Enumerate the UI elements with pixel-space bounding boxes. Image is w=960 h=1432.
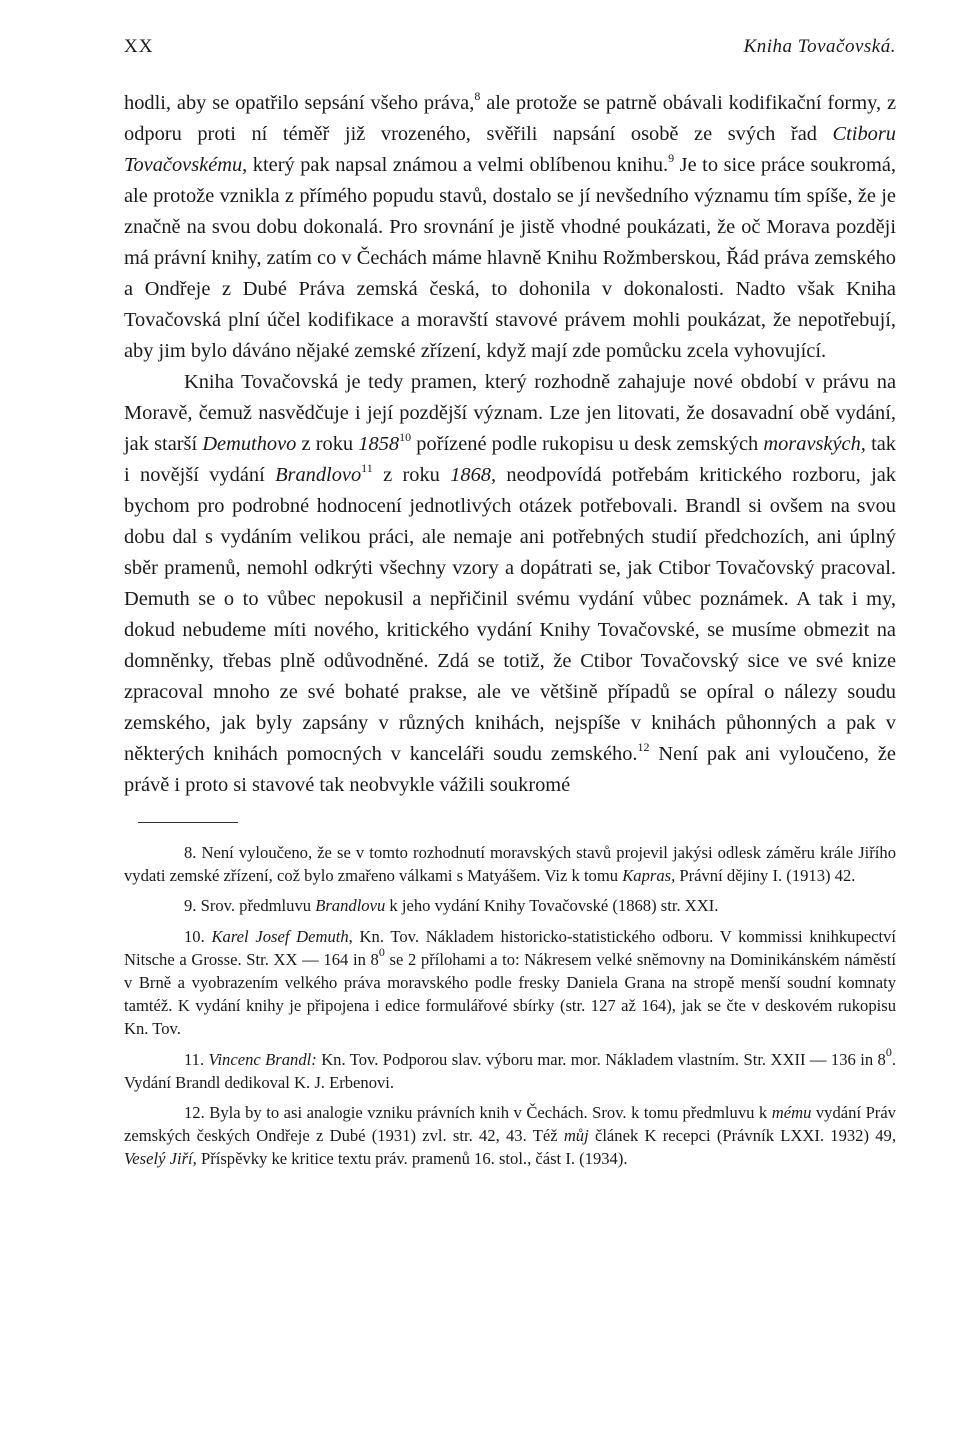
- superscript: 0: [885, 1044, 892, 1059]
- text-run: z roku: [372, 464, 451, 486]
- text-run: vydání Práv zemských českých Ondřeje z Dubé (1931) zvl. str. 42, 43. Též: [124, 1103, 896, 1146]
- footnote-divider: [138, 822, 238, 823]
- text-run: pořízené podle rukopisu u desk zemských: [411, 433, 764, 455]
- text-run: 11.: [184, 1049, 209, 1069]
- text-run: tak i novější vydání: [124, 433, 896, 486]
- footnotes: [124, 841, 896, 1171]
- italic-run: Brandlovu: [315, 896, 386, 916]
- text-run: k jeho vydání Knihy Tovačovské (1868) str. XXI.: [385, 896, 719, 916]
- italic-run: Karel Josef Demuth,: [211, 926, 353, 946]
- text-run: neodpovídá potřebám kritického rozboru, jak bychom pro podrobné hodnocení jednotlivých otázek potřebovali. Brandl si ovšem na svou dobu dal s vydáním velikou práci, ale nemaje ani potřebných studií předchozích, ani úplný sběr pramenů, nemohl odkrýti všechny vzory a dopátrati se, jak Ctibor Tovačovský pracoval. Demuth se o to vůbec nepokusil a nepřičinil svému vydání vůbec poznámek. A tak i my, dokud nebudeme míti nového, kritického vydání Knihy Tovačovské, se musíme obmezit na domněnky, třebas plně odůvodněné. Zdá se totiž, že Ctibor Tovačovský sice ve své knize zpracoval mnoho ze své bohaté prakse, ale ve většině případů se opíral o nálezy soudu zemského, jak byly zapsány v různých knihách, nejspíše v knihách půhonných a pak v některých knihách pomocných v kanceláři soudu zemského.: [124, 464, 896, 765]
- italic-run: Ctiboru Tovačovskému,: [124, 123, 896, 176]
- text-run: který pak napsal známou a velmi oblíbenou knihu.: [247, 154, 669, 176]
- text-run: článek K recepci (Právník LXXI. 1932) 49,: [588, 1126, 896, 1146]
- superscript: 0: [378, 944, 385, 959]
- footnote-8: [124, 841, 896, 887]
- footnote-ref-12: 12: [637, 740, 650, 754]
- italic-run: Demuthovo: [202, 433, 297, 455]
- italic-run: 1868,: [450, 464, 497, 486]
- paragraph-1: [124, 88, 896, 367]
- text-run: Je to sice práce soukromá, ale protože vznikla z přímého popudu stavů, dostalo se jí nevšedního významu tím spíše, že je značně na svou dobu dokonalá. Pro srovnání je jistě vhodné poukázati, že oč Morava později má právní knihy, zatím co v Čechách máme hlavně Knihu Rožmberskou, Řád práva zemského a Ondřeje z Dubé Práva zemská česká, to dohonila v dokonalosti. Nadto však Kniha Tovačovská plní účel kodifikace a moravští stavové právem mohli poukázat, že nepotřebují, aby jim bylo dáváno nějaké zemské zřízení, když mají zde pomůcku zcela vyhovující.: [124, 154, 897, 362]
- text-run: . Vydání Brandl dedikoval K. J. Erbenovi.: [124, 1049, 896, 1092]
- text-run: Není pak ani vyloučeno, že právě i proto si stavové tak neobvykle vážili soukromé: [124, 743, 896, 796]
- text-run: Kn. Tov. Nákladem historicko-statistického odboru. V kommissi knihkupectví Nitsche a Grosse. Str. XX — 164 in 8: [124, 926, 897, 969]
- footnote-ref-10: 10: [399, 430, 412, 444]
- footnote-12: [124, 1101, 896, 1171]
- paragraph-2: [124, 367, 896, 801]
- text-run: Právní dějiny I. (1913) 42.: [675, 866, 856, 886]
- footnote-ref-8: 8: [474, 89, 481, 103]
- footnote-9: [124, 894, 896, 917]
- text-run: ale protože se patrně obávali kodifikační formy, z odporu proti ní téměř již vrozeného, svěřili napsání osobě ze svých řad: [124, 92, 897, 145]
- text-run: Kn. Tov. Podporou slav. výboru mar. mor. Nákladem vlastním. Str. XXII — 136 in 8: [316, 1049, 886, 1069]
- book-page: [124, 36, 896, 1178]
- footnote-ref-9: 9: [668, 151, 675, 165]
- footnote-10: [124, 925, 896, 1041]
- italic-run: můj: [563, 1126, 589, 1146]
- text-run: 8. Není vyloučeno, že se v tomto rozhodnutí moravských stavů projevil jakýsi odlesk záměru krále Jiřího vydati zemské zřízení, což bylo zmařeno válkami s Matyášem. Viz k tomu: [124, 843, 896, 886]
- italic-run: 1858: [358, 433, 400, 455]
- italic-run: Veselý Jiří,: [124, 1149, 197, 1169]
- running-title: Kniha Tovačovská.: [743, 36, 896, 57]
- page-number: XX: [124, 36, 154, 57]
- footnote-ref-11: 11: [361, 461, 373, 475]
- italic-run: Kapras,: [622, 866, 676, 886]
- text-run: 10.: [184, 926, 212, 946]
- italic-run: Vincenc Brandl:: [208, 1049, 317, 1069]
- italic-run: mému: [771, 1103, 812, 1123]
- italic-run: moravských,: [763, 433, 866, 455]
- text-run: Příspěvky ke kritice textu práv. pramenů 16. stol., část I. (1934).: [196, 1149, 628, 1169]
- text-run: 12. Byla by to asi analogie vzniku právních knih v Čechách. Srov. k tomu předmluvu k: [184, 1103, 772, 1123]
- text-run: se 2 přílohami a to: Nákresem velké sněmovny na Dominikánském náměstí v Brně a vyobrazením velkého práva moravského podle fresky Daniela Grana na stropě menší soudní komnaty tamtéž. K vydání knihy je připojena i edice formulářové sbírky (str. 127 až 164), jak se čte v deskovém rukopisu Kn. Tov.: [124, 949, 896, 1039]
- text-run: z roku: [296, 433, 359, 455]
- main-text: [124, 88, 896, 801]
- running-head: [124, 36, 896, 66]
- text-run: 9. Srov. předmluvu: [184, 896, 316, 916]
- text-run: Kniha Tovačovská je tedy pramen, který rozhodně zahajuje nové období v právu na Moravě, čemuž nasvědčuje i její pozdější význam. Lze jen litovati, že dosavadní obě vydání, jak starší: [124, 371, 896, 455]
- footnote-11: [124, 1044, 896, 1094]
- text-run: hodli, aby se opatřilo sepsání všeho práva,: [124, 92, 475, 114]
- italic-run: Brandlovo: [275, 464, 362, 486]
